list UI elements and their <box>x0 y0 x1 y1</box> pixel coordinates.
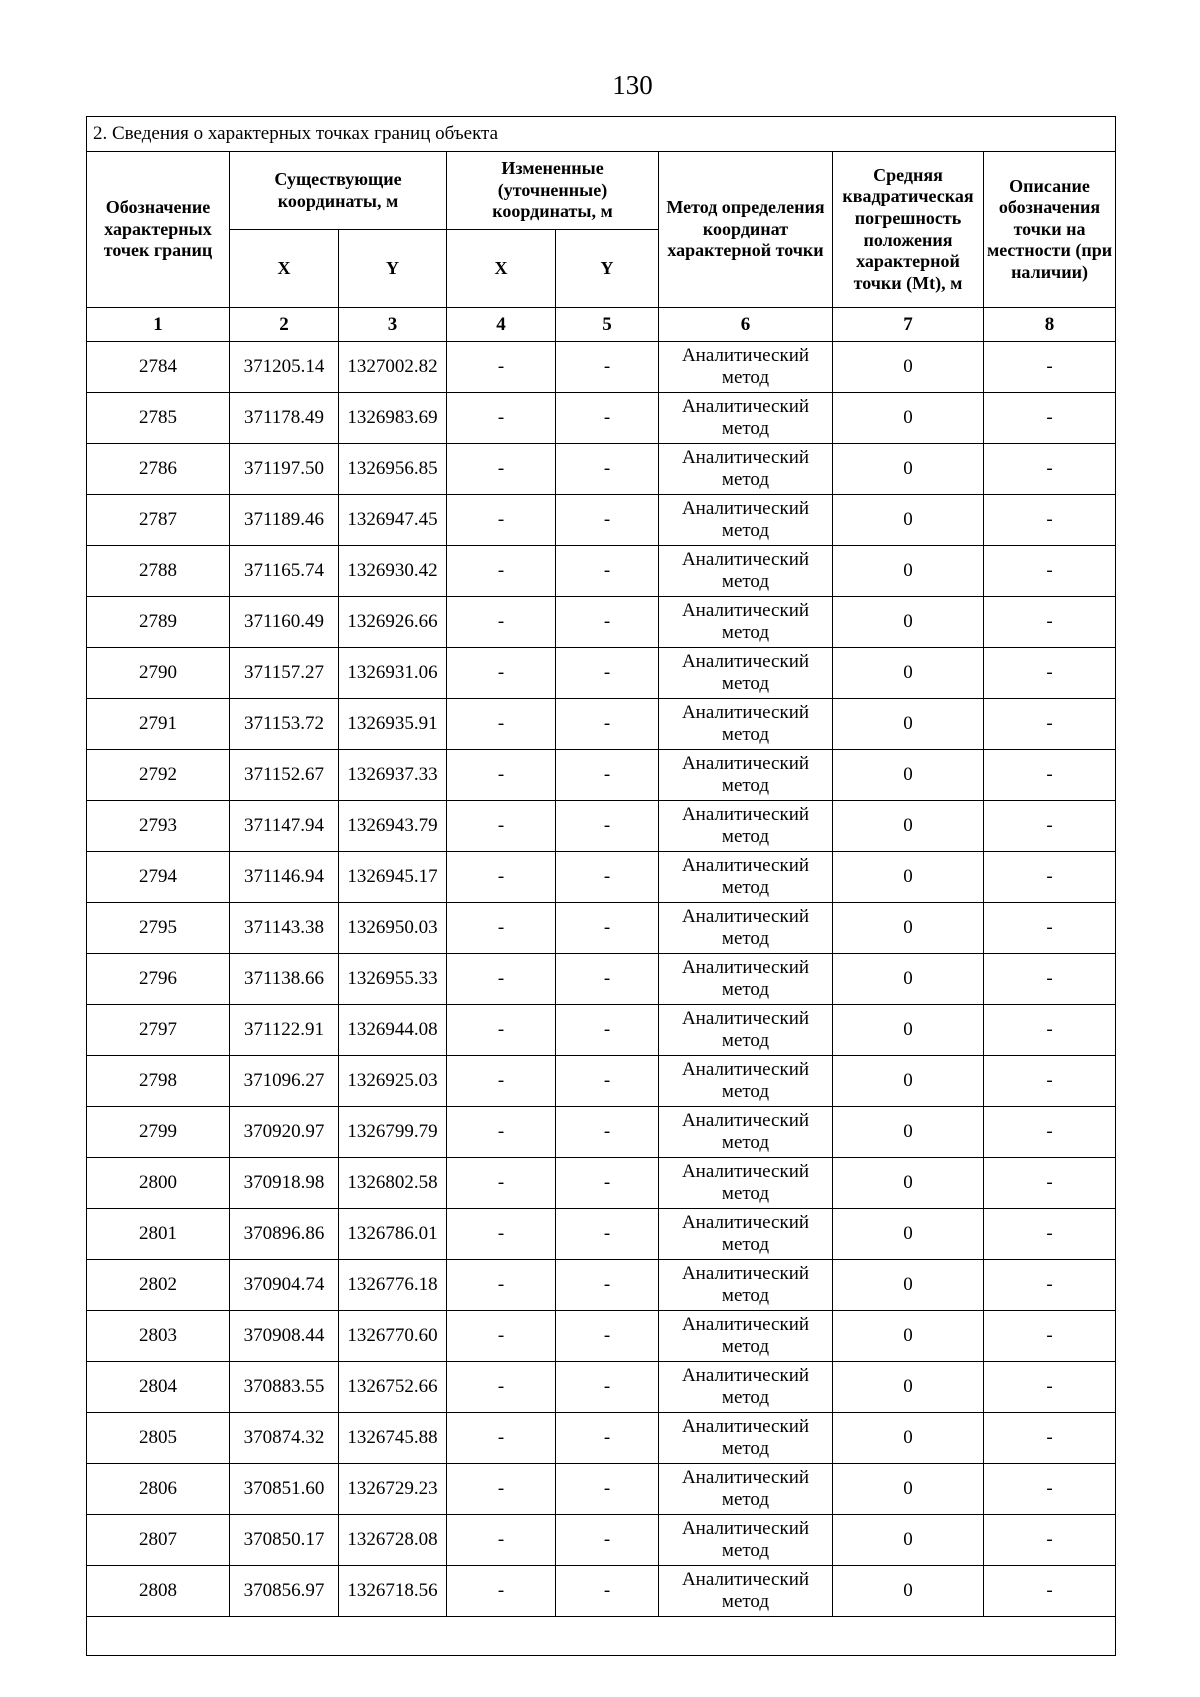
cell-changed-x: - <box>447 444 556 495</box>
header-changed-x: X <box>447 230 556 308</box>
cell-description: - <box>984 1362 1116 1413</box>
cell-method: Аналитический метод <box>659 903 833 954</box>
cell-method: Аналитический метод <box>659 1056 833 1107</box>
cell-description: - <box>984 1005 1116 1056</box>
cell-existing-y: 1326752.66 <box>339 1362 447 1413</box>
cell-existing-y: 1326935.91 <box>339 699 447 750</box>
table-row <box>87 699 1116 750</box>
cell-method: Аналитический метод <box>659 1260 833 1311</box>
cell-changed-x: - <box>447 393 556 444</box>
header-existing-x: X <box>230 230 339 308</box>
cell-point: 2788 <box>87 546 230 597</box>
cell-error: 0 <box>833 699 984 750</box>
cell-error: 0 <box>833 1311 984 1362</box>
cell-existing-y: 1327002.82 <box>339 342 447 393</box>
cell-method: Аналитический метод <box>659 1413 833 1464</box>
cell-method: Аналитический метод <box>659 342 833 393</box>
cell-changed-x: - <box>447 1515 556 1566</box>
cell-error: 0 <box>833 1515 984 1566</box>
cell-description: - <box>984 546 1116 597</box>
cell-changed-x: - <box>447 1362 556 1413</box>
cell-existing-y: 1326925.03 <box>339 1056 447 1107</box>
cell-description: - <box>984 1413 1116 1464</box>
cell-method: Аналитический метод <box>659 1158 833 1209</box>
cell-point: 2803 <box>87 1311 230 1362</box>
cell-changed-y: - <box>556 1005 659 1056</box>
cell-description: - <box>984 1260 1116 1311</box>
cell-description: - <box>984 648 1116 699</box>
cell-existing-x: 370850.17 <box>230 1515 339 1566</box>
cell-existing-y: 1326770.60 <box>339 1311 447 1362</box>
table-row <box>87 1209 1116 1260</box>
cell-existing-y: 1326930.42 <box>339 546 447 597</box>
column-number: 6 <box>659 308 833 342</box>
cell-error: 0 <box>833 1158 984 1209</box>
cell-method: Аналитический метод <box>659 699 833 750</box>
cell-existing-y: 1326745.88 <box>339 1413 447 1464</box>
cell-changed-y: - <box>556 648 659 699</box>
cell-changed-y: - <box>556 903 659 954</box>
cell-changed-y: - <box>556 597 659 648</box>
cell-existing-y: 1326776.18 <box>339 1260 447 1311</box>
table-row <box>87 444 1116 495</box>
table-row <box>87 1260 1116 1311</box>
cell-changed-y: - <box>556 1413 659 1464</box>
cell-existing-y: 1326983.69 <box>339 393 447 444</box>
cell-changed-y: - <box>556 852 659 903</box>
cell-method: Аналитический метод <box>659 393 833 444</box>
cell-existing-y: 1326729.23 <box>339 1464 447 1515</box>
cell-changed-x: - <box>447 1260 556 1311</box>
cell-description: - <box>984 750 1116 801</box>
cell-existing-y: 1326718.56 <box>339 1566 447 1617</box>
cell-changed-x: - <box>447 903 556 954</box>
cell-existing-x: 371205.14 <box>230 342 339 393</box>
cell-method: Аналитический метод <box>659 1515 833 1566</box>
table-title: 2. Сведения о характерных точках границ объекта <box>87 117 1116 152</box>
cell-changed-x: - <box>447 1005 556 1056</box>
cell-error: 0 <box>833 954 984 1005</box>
cell-existing-y: 1326931.06 <box>339 648 447 699</box>
cell-point: 2806 <box>87 1464 230 1515</box>
cell-point: 2794 <box>87 852 230 903</box>
cell-changed-x: - <box>447 801 556 852</box>
cell-description: - <box>984 699 1116 750</box>
table-row <box>87 1515 1116 1566</box>
cell-point: 2784 <box>87 342 230 393</box>
header-point-designation: Обозначение характерных точек границ <box>87 152 230 308</box>
cell-point: 2791 <box>87 699 230 750</box>
cell-changed-x: - <box>447 342 556 393</box>
cell-existing-y: 1326955.33 <box>339 954 447 1005</box>
cell-point: 2785 <box>87 393 230 444</box>
cell-changed-y: - <box>556 1056 659 1107</box>
table-row <box>87 1566 1116 1617</box>
cell-point: 2796 <box>87 954 230 1005</box>
cell-description: - <box>984 1515 1116 1566</box>
cell-existing-y: 1326943.79 <box>339 801 447 852</box>
cell-point: 2807 <box>87 1515 230 1566</box>
column-number-row <box>87 308 1116 342</box>
table-row <box>87 1464 1116 1515</box>
cell-error: 0 <box>833 1107 984 1158</box>
cell-existing-x: 371165.74 <box>230 546 339 597</box>
cell-error: 0 <box>833 903 984 954</box>
table-row <box>87 393 1116 444</box>
cell-point: 2795 <box>87 903 230 954</box>
empty-footer-row <box>87 1617 1116 1656</box>
cell-existing-x: 371178.49 <box>230 393 339 444</box>
cell-method: Аналитический метод <box>659 495 833 546</box>
cell-description: - <box>984 1311 1116 1362</box>
header-error: Средняя квадратическая погрешность положения характерной точки (Mt), м <box>833 152 984 308</box>
cell-changed-x: - <box>447 597 556 648</box>
cell-point: 2793 <box>87 801 230 852</box>
cell-error: 0 <box>833 495 984 546</box>
cell-changed-x: - <box>447 1209 556 1260</box>
cell-error: 0 <box>833 393 984 444</box>
cell-existing-y: 1326786.01 <box>339 1209 447 1260</box>
cell-error: 0 <box>833 597 984 648</box>
cell-error: 0 <box>833 342 984 393</box>
cell-error: 0 <box>833 648 984 699</box>
cell-method: Аналитический метод <box>659 801 833 852</box>
cell-existing-x: 371143.38 <box>230 903 339 954</box>
column-number: 2 <box>230 308 339 342</box>
page-number: 130 <box>612 70 653 100</box>
cell-existing-x: 371147.94 <box>230 801 339 852</box>
cell-changed-x: - <box>447 1158 556 1209</box>
cell-error: 0 <box>833 1005 984 1056</box>
cell-changed-y: - <box>556 393 659 444</box>
cell-description: - <box>984 1566 1116 1617</box>
cell-changed-x: - <box>447 699 556 750</box>
cell-error: 0 <box>833 1209 984 1260</box>
cell-description: - <box>984 1158 1116 1209</box>
table-row <box>87 342 1116 393</box>
cell-changed-y: - <box>556 1209 659 1260</box>
cell-changed-y: - <box>556 801 659 852</box>
cell-changed-y: - <box>556 546 659 597</box>
column-number: 3 <box>339 308 447 342</box>
table-row <box>87 801 1116 852</box>
column-number: 8 <box>984 308 1116 342</box>
cell-method: Аналитический метод <box>659 1464 833 1515</box>
cell-point: 2801 <box>87 1209 230 1260</box>
cell-existing-y: 1326950.03 <box>339 903 447 954</box>
table-row <box>87 954 1116 1005</box>
cell-existing-x: 371096.27 <box>230 1056 339 1107</box>
table-row <box>87 1158 1116 1209</box>
column-number: 1 <box>87 308 230 342</box>
cell-point: 2792 <box>87 750 230 801</box>
cell-existing-x: 371197.50 <box>230 444 339 495</box>
cell-existing-x: 370896.86 <box>230 1209 339 1260</box>
cell-changed-x: - <box>447 648 556 699</box>
cell-error: 0 <box>833 1362 984 1413</box>
cell-existing-x: 371157.27 <box>230 648 339 699</box>
cell-changed-y: - <box>556 954 659 1005</box>
cell-description: - <box>984 852 1116 903</box>
cell-existing-x: 371138.66 <box>230 954 339 1005</box>
cell-error: 0 <box>833 546 984 597</box>
cell-existing-x: 370904.74 <box>230 1260 339 1311</box>
table-row <box>87 1311 1116 1362</box>
cell-description: - <box>984 1107 1116 1158</box>
header-method: Метод определения координат характерной точки <box>659 152 833 308</box>
cell-method: Аналитический метод <box>659 546 833 597</box>
cell-description: - <box>984 393 1116 444</box>
cell-changed-y: - <box>556 750 659 801</box>
cell-changed-y: - <box>556 1566 659 1617</box>
cell-changed-x: - <box>447 750 556 801</box>
cell-point: 2786 <box>87 444 230 495</box>
cell-changed-y: - <box>556 1260 659 1311</box>
cell-existing-x: 370856.97 <box>230 1566 339 1617</box>
cell-existing-x: 371146.94 <box>230 852 339 903</box>
header-existing-coords: Существующие координаты, м <box>230 152 447 230</box>
cell-method: Аналитический метод <box>659 1107 833 1158</box>
cell-point: 2802 <box>87 1260 230 1311</box>
cell-error: 0 <box>833 1056 984 1107</box>
header-changed-y: Y <box>556 230 659 308</box>
cell-point: 2808 <box>87 1566 230 1617</box>
cell-method: Аналитический метод <box>659 597 833 648</box>
cell-method: Аналитический метод <box>659 954 833 1005</box>
cell-existing-y: 1326947.45 <box>339 495 447 546</box>
cell-error: 0 <box>833 801 984 852</box>
cell-description: - <box>984 444 1116 495</box>
cell-point: 2799 <box>87 1107 230 1158</box>
cell-description: - <box>984 1056 1116 1107</box>
cell-point: 2797 <box>87 1005 230 1056</box>
cell-point: 2804 <box>87 1362 230 1413</box>
cell-changed-x: - <box>447 495 556 546</box>
cell-existing-y: 1326944.08 <box>339 1005 447 1056</box>
cell-changed-y: - <box>556 1311 659 1362</box>
cell-existing-x: 370874.32 <box>230 1413 339 1464</box>
cell-existing-y: 1326937.33 <box>339 750 447 801</box>
cell-changed-x: - <box>447 1107 556 1158</box>
cell-existing-y: 1326728.08 <box>339 1515 447 1566</box>
cell-point: 2787 <box>87 495 230 546</box>
table-row <box>87 750 1116 801</box>
table-row <box>87 1005 1116 1056</box>
cell-changed-y: - <box>556 342 659 393</box>
cell-existing-y: 1326926.66 <box>339 597 447 648</box>
cell-changed-x: - <box>447 852 556 903</box>
cell-method: Аналитический метод <box>659 1005 833 1056</box>
cell-error: 0 <box>833 1260 984 1311</box>
cell-description: - <box>984 903 1116 954</box>
table-row <box>87 903 1116 954</box>
cell-method: Аналитический метод <box>659 1311 833 1362</box>
cell-method: Аналитический метод <box>659 648 833 699</box>
cell-description: - <box>984 342 1116 393</box>
cell-error: 0 <box>833 444 984 495</box>
cell-method: Аналитический метод <box>659 852 833 903</box>
cell-changed-x: - <box>447 1311 556 1362</box>
cell-method: Аналитический метод <box>659 1362 833 1413</box>
header-existing-y: Y <box>339 230 447 308</box>
cell-point: 2798 <box>87 1056 230 1107</box>
cell-description: - <box>984 954 1116 1005</box>
table-row <box>87 648 1116 699</box>
cell-existing-x: 370920.97 <box>230 1107 339 1158</box>
cell-error: 0 <box>833 750 984 801</box>
cell-changed-y: - <box>556 1362 659 1413</box>
cell-changed-y: - <box>556 495 659 546</box>
cell-existing-y: 1326945.17 <box>339 852 447 903</box>
cell-description: - <box>984 801 1116 852</box>
cell-method: Аналитический метод <box>659 750 833 801</box>
table-row <box>87 1362 1116 1413</box>
table-row <box>87 495 1116 546</box>
column-number: 5 <box>556 308 659 342</box>
header-changed-coords: Измененные (уточненные) координаты, м <box>447 152 659 230</box>
cell-point: 2800 <box>87 1158 230 1209</box>
table-row <box>87 1056 1116 1107</box>
cell-point: 2790 <box>87 648 230 699</box>
cell-existing-x: 371122.91 <box>230 1005 339 1056</box>
cell-changed-y: - <box>556 699 659 750</box>
column-number: 4 <box>447 308 556 342</box>
cell-error: 0 <box>833 1413 984 1464</box>
cell-error: 0 <box>833 852 984 903</box>
cell-changed-y: - <box>556 1464 659 1515</box>
cell-changed-y: - <box>556 1107 659 1158</box>
cell-description: - <box>984 495 1116 546</box>
cell-description: - <box>984 1209 1116 1260</box>
cell-existing-x: 370908.44 <box>230 1311 339 1362</box>
table-row <box>87 1107 1116 1158</box>
cell-changed-x: - <box>447 954 556 1005</box>
cell-changed-x: - <box>447 1566 556 1617</box>
cell-existing-x: 371189.46 <box>230 495 339 546</box>
cell-changed-x: - <box>447 546 556 597</box>
cell-existing-y: 1326802.58 <box>339 1158 447 1209</box>
cell-method: Аналитический метод <box>659 444 833 495</box>
cell-changed-x: - <box>447 1464 556 1515</box>
cell-existing-x: 370851.60 <box>230 1464 339 1515</box>
cell-description: - <box>984 597 1116 648</box>
cell-existing-x: 371153.72 <box>230 699 339 750</box>
cell-changed-y: - <box>556 1515 659 1566</box>
cell-existing-y: 1326956.85 <box>339 444 447 495</box>
cell-error: 0 <box>833 1566 984 1617</box>
cell-method: Аналитический метод <box>659 1209 833 1260</box>
cell-existing-x: 371160.49 <box>230 597 339 648</box>
cell-point: 2805 <box>87 1413 230 1464</box>
cell-existing-x: 370883.55 <box>230 1362 339 1413</box>
cell-existing-y: 1326799.79 <box>339 1107 447 1158</box>
cell-existing-x: 371152.67 <box>230 750 339 801</box>
cell-description: - <box>984 1464 1116 1515</box>
cell-point: 2789 <box>87 597 230 648</box>
column-number: 7 <box>833 308 984 342</box>
cell-changed-y: - <box>556 1158 659 1209</box>
header-description: Описание обозначения точки на местности (при наличии) <box>984 152 1116 308</box>
table-row <box>87 546 1116 597</box>
table-body <box>87 342 1116 1617</box>
cell-method: Аналитический метод <box>659 1566 833 1617</box>
boundary-points-table <box>86 116 1116 1656</box>
cell-existing-x: 370918.98 <box>230 1158 339 1209</box>
cell-changed-y: - <box>556 444 659 495</box>
table-row <box>87 852 1116 903</box>
cell-changed-x: - <box>447 1413 556 1464</box>
table-row <box>87 597 1116 648</box>
cell-error: 0 <box>833 1464 984 1515</box>
cell-changed-x: - <box>447 1056 556 1107</box>
empty-footer-cell <box>87 1617 1116 1656</box>
table-row <box>87 1413 1116 1464</box>
